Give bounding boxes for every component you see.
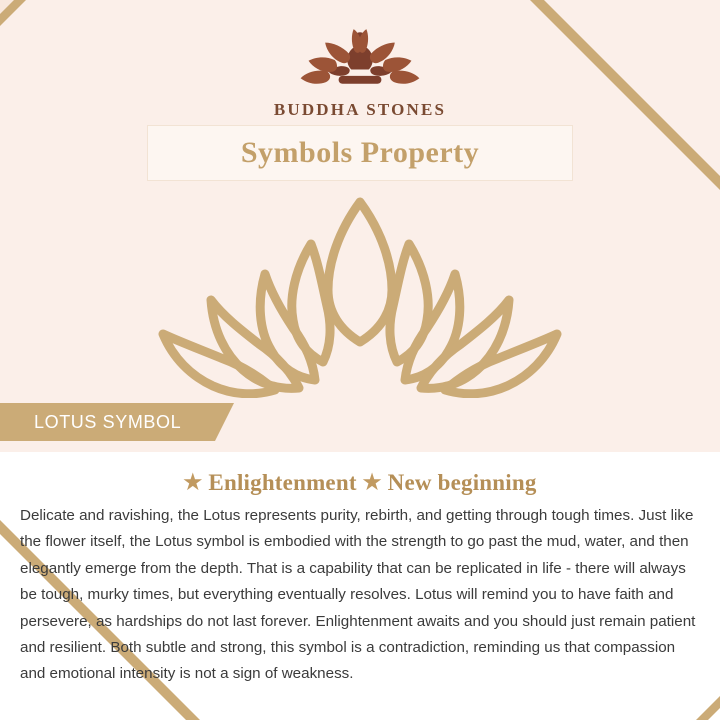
star-icon-left: ★: [183, 470, 203, 494]
headline-enlightenment: Enlightenment: [208, 470, 357, 495]
lotus-symbol-tab: [0, 403, 215, 441]
brand-name: BUDDHA STONES: [273, 100, 447, 119]
corner-decoration-top-left-inner: [0, 0, 14, 14]
headline-new-beginning: New beginning: [387, 470, 537, 495]
brand-header: [0, 22, 720, 120]
section-headline: [0, 470, 720, 496]
lotus-flower-outline-icon: [145, 188, 575, 398]
lotus-meditation-figure-icon: [280, 22, 440, 98]
section-body-text: Delicate and ravishing, the Lotus represents purity, rebirth, and getting through tough times. Just like the flower itself, the Lotus symbol is embodied with the strength to go past the mud, water, and then elegantly emerge from the depth. That is a capability that can be replicated in life - there will always be tough, murky times, but everything eventually resolves. Lotus will remind you to have faith and persevere, as hardships do not last forever. Enlightenment awaits and you should just remain patient and resilient. Both subtle and strong, this symbol is a contradiction, reminding us that compassion and emotional intensity is not a sign of weakness.: [20, 507, 696, 683]
lotus-symbol-tab-label: LOTUS SYMBOL: [34, 411, 182, 432]
title-banner: [148, 126, 572, 180]
page-title: Symbols Property: [240, 136, 480, 169]
lotus-illustration: [0, 188, 720, 398]
corner-decoration-bottom-right-inner: [708, 708, 720, 720]
star-icon-right: ★: [362, 470, 382, 494]
